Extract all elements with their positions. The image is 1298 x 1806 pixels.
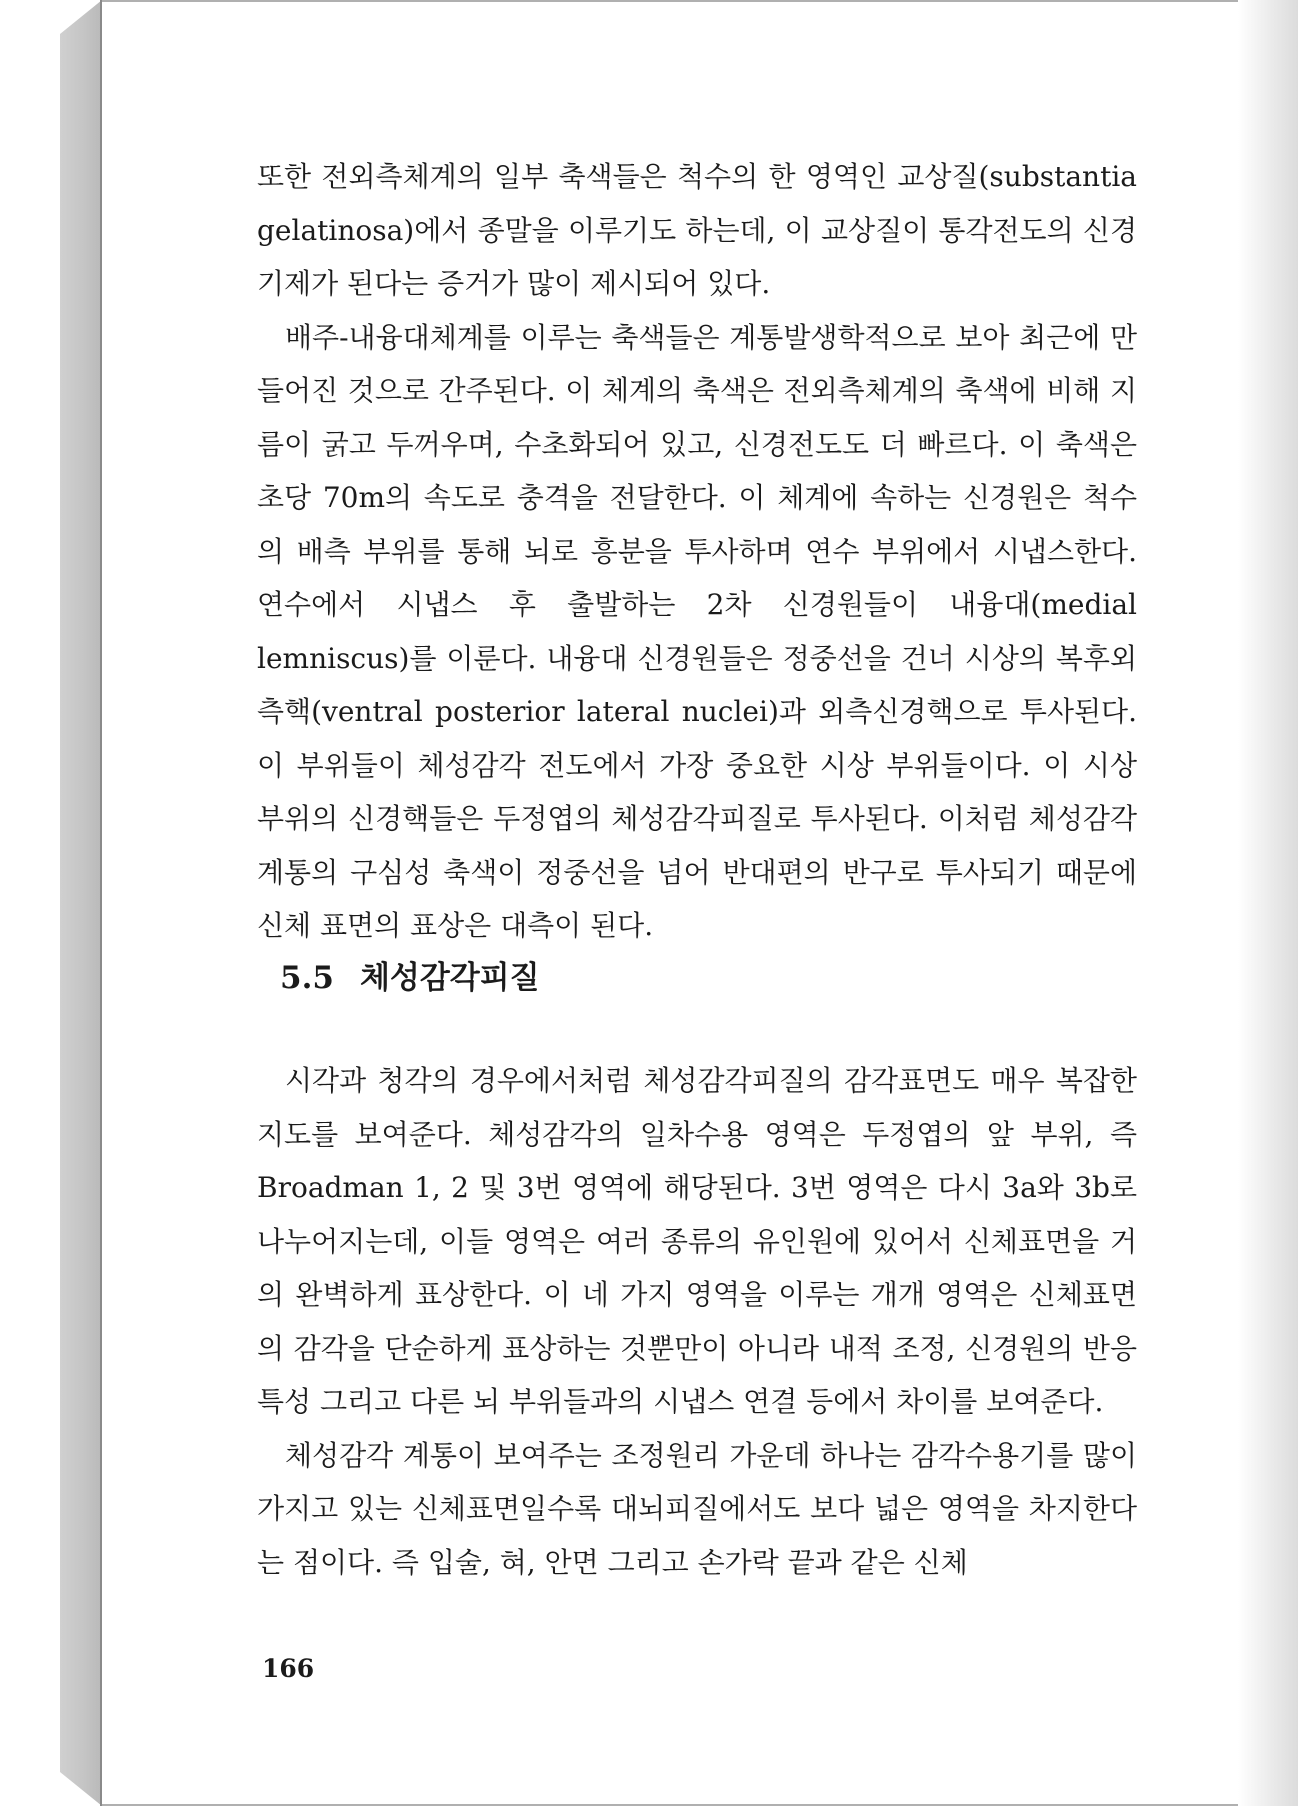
paragraph: 체성감각 계통이 보여주는 조정원리 가운데 하나는 감각수용기를 많이 가지고 있는 신체표면일수록 대뇌피질에서도 보다 넓은 영역을 차지한다는 점이다. 즉 입술, 혀, 안면 그리고 손가락 끝과 같은 신체 bbox=[257, 1438, 1137, 1579]
book-spine-edge bbox=[60, 0, 102, 1806]
page-shadow bbox=[1238, 0, 1298, 1806]
paragraph: 배주-내융대체계를 이루는 축색들은 계통발생학적으로 보아 최근에 만들어진 것으로 간주된다. 이 체계의 축색은 전외측체계의 축색에 비해 지름이 굵고 두꺼우며, 수초화되어 있고, 신경전도도 더 빠르다. 이 축색은 초당 70m의 속도로 충격을 전달한다. 이 체계에 속하는 신경원은 척수의 배측 부위를 통해 뇌로 흥분을 투사하며 연수 부위에서 시냅스한다. 연수에서 시냅스 후 출발하는 2차 신경원들이 내융대(medial lemniscus)를 이룬다. 내융대 신경원들은 정중선을 건너 시상의 복후외측핵(ventral posterior lateral nuclei)과 외측신경핵으로 투사된다. 이 부위들이 체성감각 전도에서 가장 중요한 시상 부위들이다. 이 시상 부위의 신경핵들은 두정엽의 체성감각피질로 투사된다. 이처럼 체성감각 계통의 구심성 축색이 정중선을 넘어 반대편의 반구로 투사되기 때문에 신체 표면의 표상은 대측이 된다. bbox=[257, 320, 1137, 942]
page-number: 166 bbox=[262, 1654, 315, 1683]
book-page bbox=[102, 0, 1238, 1806]
paragraph: 시각과 청각의 경우에서처럼 체성감각피질의 감각표면도 매우 복잡한 지도를 보여준다. 체성감각의 일차수용 영역은 두정엽의 앞 부위, 즉 Broadman 1, 2 및 3번 영역에 해당된다. 3번 영역은 다시 3a와 3b로 나누어지는데, 이들 영역은 여러 종류의 유인원에 있어서 신체표면을 거의 완벽하게 표상한다. 이 네 가지 영역을 이루는 개개 영역은 신체표면의 감각을 단순하게 표상하는 것뿐만이 아니라 내적 조정, 신경원의 반응 특성 그리고 다른 뇌 부위들과의 시냅스 연결 등에서 차이를 보여준다. bbox=[257, 1064, 1137, 1418]
paragraph: 또한 전외측체계의 일부 축색들은 척수의 한 영역인 교상질(substantia gelatinosa)에서 종말을 이루기도 하는데, 이 교상질이 통각전도의 신경기제가 된다는 증거가 많이 제시되어 있다. bbox=[257, 160, 1137, 300]
text-block-top bbox=[257, 150, 1137, 953]
section-heading bbox=[280, 952, 540, 997]
text-block-bottom bbox=[257, 1054, 1137, 1589]
section-number: 5.5 bbox=[280, 960, 334, 996]
section-title: 체성감각피질 bbox=[359, 960, 540, 996]
